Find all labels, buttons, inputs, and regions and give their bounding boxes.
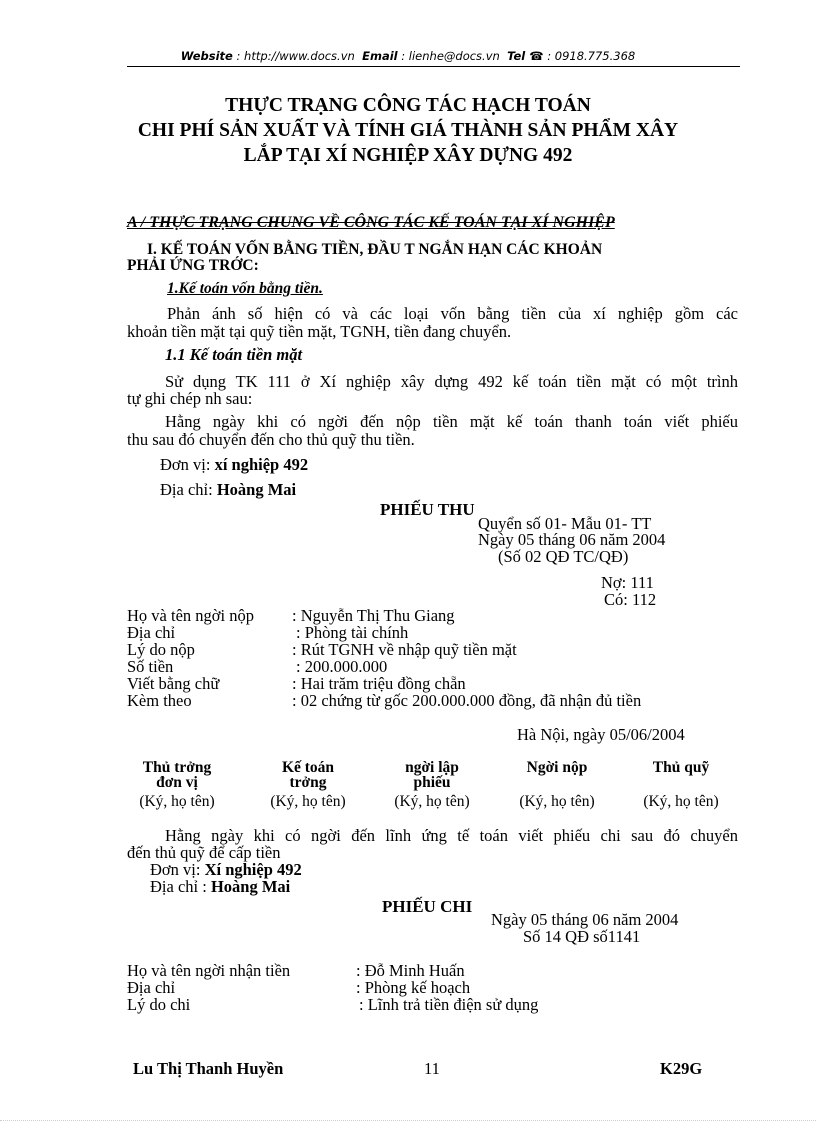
site-header [0, 49, 816, 63]
receipt-row-label: Địa chỉ [127, 623, 176, 642]
receipt-title: PHIẾU THU [380, 500, 475, 519]
signature-note: (Ký, họ tên) [394, 793, 470, 810]
para1-line2: khoản tiền mặt tại quỹ tiền mặt, TGNH, tiền đang chuyển. [127, 322, 512, 341]
signature-title: Ngời nộp [526, 759, 588, 776]
receipt-row-label: Số tiền [127, 657, 174, 676]
footer-author: Lu Thị Thanh Huyền [133, 1059, 284, 1078]
signature-note: (Ký, họ tên) [519, 793, 595, 810]
tel-label: Tel ☎ [507, 49, 544, 63]
signature-title-2: phiếu [413, 774, 451, 791]
payment-info-labels [127, 962, 290, 1013]
unit-value: Xí nghiệp 492 [204, 860, 302, 879]
receipt-row-value: : 200.000.000 [296, 657, 388, 676]
tel-number: : 0918.775.368 [547, 49, 636, 63]
para3-line2: thu sau đó chuyển đến cho thủ quỹ thu tiền. [127, 430, 415, 449]
signature-block [238, 760, 378, 809]
receipt-date: Ngày 05 tháng 06 năm 2004 [478, 530, 666, 549]
para3-line1: Hằng ngày khi có ngời đến nộp tiền mặt kế toán thanh toán viết phiếu [165, 412, 738, 431]
signature-title-2 [611, 775, 751, 790]
receipt-info-labels [127, 607, 254, 709]
header-divider [127, 66, 740, 67]
receipt-place-date: Hà Nội, ngày 05/06/2004 [517, 725, 685, 744]
receipt-credit: Có: 112 [604, 590, 657, 609]
address-value: Hoàng Mai [210, 877, 291, 896]
payment-row-label: Địa chỉ [127, 978, 176, 997]
para2-line1: Sử dụng TK 111 ở Xí nghiệp xây dựng 492 kế toán tiền mặt có một trình [165, 372, 738, 391]
receipt-info-values [292, 607, 641, 709]
signature-note: (Ký, họ tên) [643, 793, 719, 810]
payment-info-values [356, 962, 538, 1013]
receipt-row-label: Lý do nộp [127, 640, 195, 659]
signature-title: Thủ trởng [142, 759, 212, 776]
signature-note: (Ký, họ tên) [139, 793, 215, 810]
page-bottom-divider [0, 1120, 816, 1121]
signature-block [362, 760, 502, 809]
address-value: Hoàng Mai [216, 480, 297, 499]
address-label: Địa chỉ : [150, 877, 211, 896]
payment-row-value: : Lĩnh trả tiền điện sử dụng [359, 995, 539, 1014]
unit-label: Đơn vị: [150, 860, 205, 879]
para1-line1: Phản ánh số hiện có và các loại vốn bằng tiền của xí nghiệp gồm các [167, 304, 738, 323]
subsection-1-1-heading: 1.1 Kế toán tiền mặt [165, 345, 303, 364]
address-line-2 [150, 877, 290, 897]
website-url[interactable]: : http://www.docs.vn [236, 49, 355, 63]
address-line-1 [160, 480, 296, 500]
section-i-heading-line2: PHẢI ỨNG TRỚC: [127, 257, 259, 274]
website-label: Website [180, 49, 233, 63]
receipt-row-label: Kèm theo [127, 691, 192, 710]
payment-row-value: : Phòng kế hoạch [356, 978, 471, 997]
email-label: Email [362, 49, 398, 63]
para4-line2: đến thủ quỹ để cấp tiền [127, 843, 281, 862]
signature-block [487, 760, 627, 809]
receipt-row-value: : Phòng tài chính [296, 623, 409, 642]
payment-row-label: Họ và tên ngời nhận tiền [127, 961, 291, 980]
signature-title-2: đơn vị [156, 774, 198, 791]
payment-date: Ngày 05 tháng 06 năm 2004 [491, 910, 679, 929]
address-label: Địa chỉ: [160, 480, 217, 499]
signature-title: Kế toán [281, 759, 335, 776]
signature-title-2 [487, 775, 627, 790]
signature-title: Thủ quỹ [652, 759, 710, 776]
payment-title: PHIẾU CHI [382, 897, 473, 916]
unit-label: Đơn vị: [160, 455, 215, 474]
payment-row-value: : Đỗ Minh Huấn [356, 961, 465, 980]
signature-note: (Ký, họ tên) [270, 793, 346, 810]
subsection-1-heading: 1.Kế toán vốn bằng tiền. [167, 280, 323, 297]
payment-row-label: Lý do chi [127, 995, 191, 1014]
receipt-row-label: Họ và tên ngời nộp [127, 606, 254, 625]
receipt-book-number: Quyển số 01- Mẫu 01- TT [478, 514, 652, 533]
section-a-heading: A / THỰC TRẠNG CHUNG VỀ CÔNG TÁC KẾ TOÁN TẠI XÍ NGHIỆP [127, 214, 615, 231]
receipt-row-value: : 02 chứng từ gốc 200.000.000 đồng, đã nhận đủ tiền [292, 691, 642, 710]
para2-line2: tự ghi chép nh sau: [127, 389, 253, 408]
receipt-row-value: : Nguyễn Thị Thu Giang [292, 606, 455, 625]
footer-page-number: 11 [424, 1059, 440, 1078]
signature-block [611, 760, 751, 809]
doc-title-line1: THỰC TRẠNG CÔNG TÁC HẠCH TOÁN [225, 95, 591, 116]
doc-title-line2: CHI PHÍ SẢN XUẤT VÀ TÍNH GIÁ THÀNH SẢN PHẨM XÂY [137, 120, 679, 141]
receipt-row-value: : Rút TGNH về nhập quỹ tiền mặt [292, 640, 517, 659]
receipt-decision: (Số 02 QĐ TC/QĐ) [498, 547, 629, 566]
receipt-debit: Nợ: 111 [601, 573, 654, 592]
receipt-row-value: : Hai trăm triệu đồng chẵn [292, 674, 466, 693]
signature-title: ngời lập [405, 759, 459, 776]
signature-title-2: trởng [289, 774, 327, 791]
payment-number: Số 14 QĐ số1141 [523, 927, 641, 946]
doc-title-line3: LẮP TẠI XÍ NGHIỆP XÂY DỰNG 492 [243, 145, 573, 166]
section-i-heading-line1: I. KẾ TOÁN VỐN BẰNG TIỀN, ĐẦU T NGẮN HẠN CÁC KHOẢN [147, 241, 603, 258]
para4-line1: Hằng ngày khi có ngời đến lĩnh ứng tế toán viết phiếu chi sau đó chuyển [165, 826, 738, 845]
unit-value: xí nghiệp 492 [214, 455, 309, 474]
signature-block [107, 760, 247, 809]
footer-class: K29G [660, 1059, 703, 1078]
receipt-row-label: Viết bằng chữ [127, 674, 220, 693]
email-address[interactable]: : lienhe@docs.vn [401, 49, 500, 63]
unit-line-1 [160, 455, 308, 475]
